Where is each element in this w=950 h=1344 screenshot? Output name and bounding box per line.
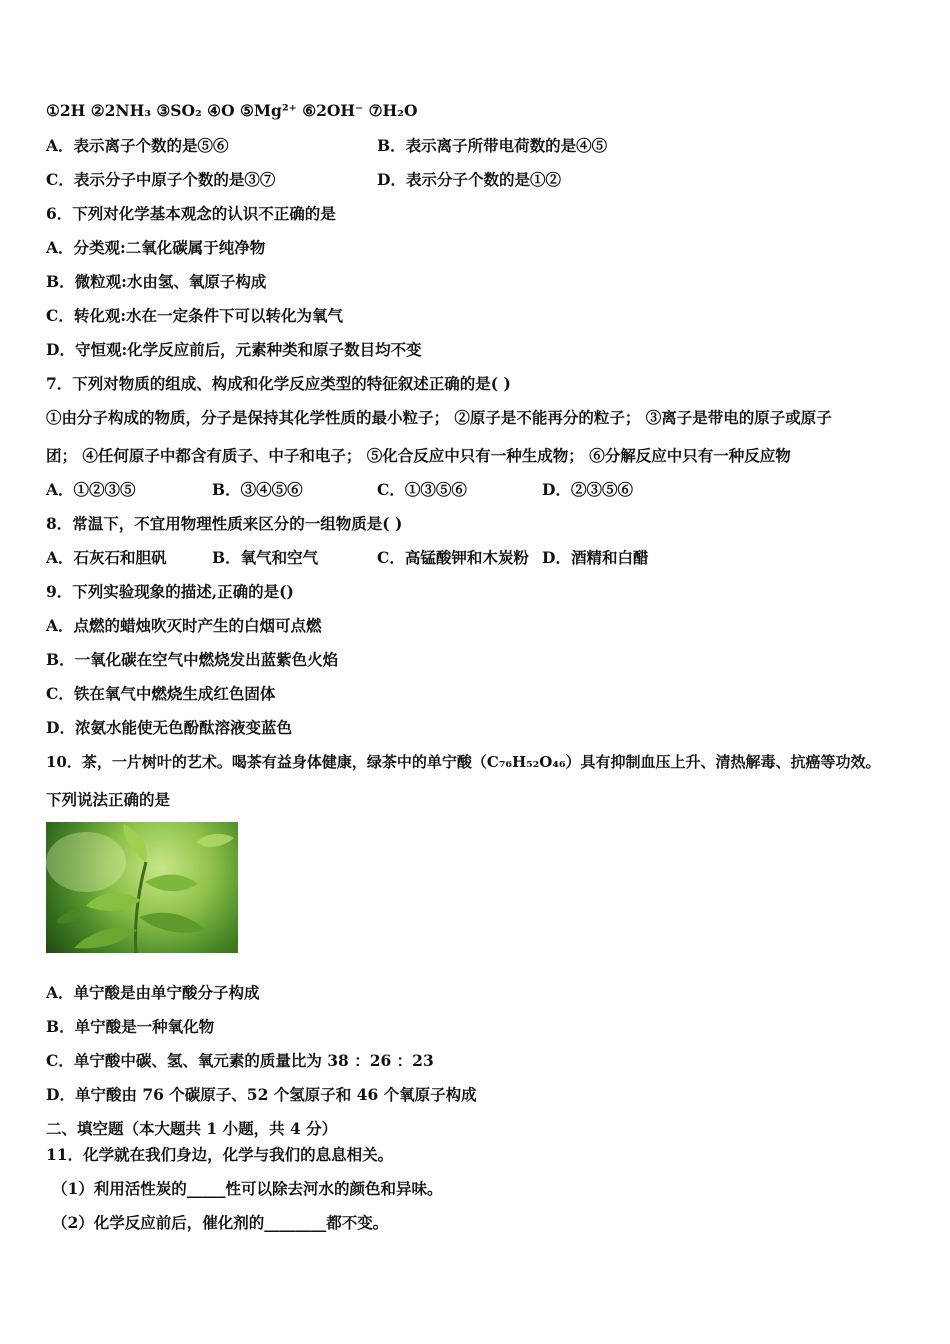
q5-option-d: D．表示分子个数的是①② <box>377 170 561 189</box>
q10-stem-2: 下列说法正确的是 <box>46 790 171 809</box>
q11-part-1: （1）利用活性炭的_____性可以除去河水的颜色和异味。 <box>52 1179 443 1198</box>
section-2-heading: 二、填空题（本大题共 1 小题，共 4 分） <box>46 1119 338 1138</box>
q8-option-d: D．酒精和白醋 <box>542 548 649 567</box>
q7-line-2: 团； ④任何原子中都含有质子、中子和电子； ⑤化合反应中只有一种生成物； ⑥分解反应中只有一种反应物 <box>46 446 791 465</box>
q9-option-c: C．铁在氧气中燃烧生成红色固体 <box>46 684 276 703</box>
q8-option-a: A．石灰石和胆矾 <box>46 548 167 567</box>
q7-option-d: D．②③⑤⑥ <box>542 480 633 499</box>
symbols-line: ①2H ②2NH₃ ③SO₂ ④O ⑤Mg²⁺ ⑥2OH⁻ ⑦H₂O <box>46 101 418 120</box>
q10-option-a: A．单宁酸是由单宁酸分子构成 <box>46 983 260 1002</box>
q9-stem: 9．下列实验现象的描述,正确的是() <box>46 582 294 601</box>
q6-option-b: B．微粒观:水由氢、氧原子构成 <box>46 272 267 291</box>
q9-option-a: A．点燃的蜡烛吹灭时产生的白烟可点燃 <box>46 616 322 635</box>
q5-option-c: C．表示分子中原子个数的是③⑦ <box>46 170 276 189</box>
q5-option-b: B．表示离子所带电荷数的是④⑤ <box>377 136 608 155</box>
q8-option-c: C．高锰酸钾和木炭粉 <box>377 548 529 567</box>
q11-part-2: （2）化学反应前后，催化剂的________都不变。 <box>52 1213 389 1232</box>
q8-stem: 8．常温下，不宜用物理性质来区分的一组物质是( ) <box>46 514 403 533</box>
q10-option-b: B．单宁酸是一种氧化物 <box>46 1017 215 1036</box>
q10-option-c: C．单宁酸中碳、氢、氧元素的质量比为 38 ：26 ：23 <box>46 1051 434 1070</box>
q10-option-d: D．单宁酸由 76 个碳原子、52 个氢原子和 46 个氧原子构成 <box>46 1085 477 1104</box>
q6-stem: 6．下列对化学基本观念的认识不正确的是 <box>46 204 336 223</box>
q10-stem: 10．茶，一片树叶的艺术。喝茶有益身体健康，绿茶中的单宁酸（C₇₆H₅₂O₄₆）具有抑制血压上升、清热解毒、抗癌等功效。 <box>46 753 881 771</box>
q8-option-b: B．氧气和空气 <box>212 548 319 567</box>
q7-option-b: B．③④⑤⑥ <box>212 480 303 499</box>
q7-line-1: ①由分子构成的物质，分子是保持其化学性质的最小粒子； ②原子是不能再分的粒子； ③离子是带电的原子或原子 <box>46 408 832 427</box>
q9-option-d: D．浓氨水能使无色酚酞溶液变蓝色 <box>46 718 292 737</box>
q6-option-a: A．分类观:二氧化碳属于纯净物 <box>46 238 266 257</box>
q5-option-a: A．表示离子个数的是⑤⑥ <box>46 136 229 155</box>
q7-option-a: A．①②③⑤ <box>46 480 136 499</box>
q11-stem: 11．化学就在我们身边，化学与我们的息息相关。 <box>46 1145 394 1164</box>
q7-stem: 7．下列对物质的组成、构成和化学反应类型的特征叙述正确的是( ) <box>46 374 511 393</box>
q6-option-c: C．转化观:水在一定条件下可以转化为氧气 <box>46 306 344 325</box>
tea-leaf-photo <box>46 822 238 953</box>
q7-option-c: C．①③⑤⑥ <box>377 480 467 499</box>
q6-option-d: D．守恒观:化学反应前后，元素种类和原子数目均不变 <box>46 340 422 359</box>
q9-option-b: B．一氧化碳在空气中燃烧发出蓝紫色火焰 <box>46 650 339 669</box>
